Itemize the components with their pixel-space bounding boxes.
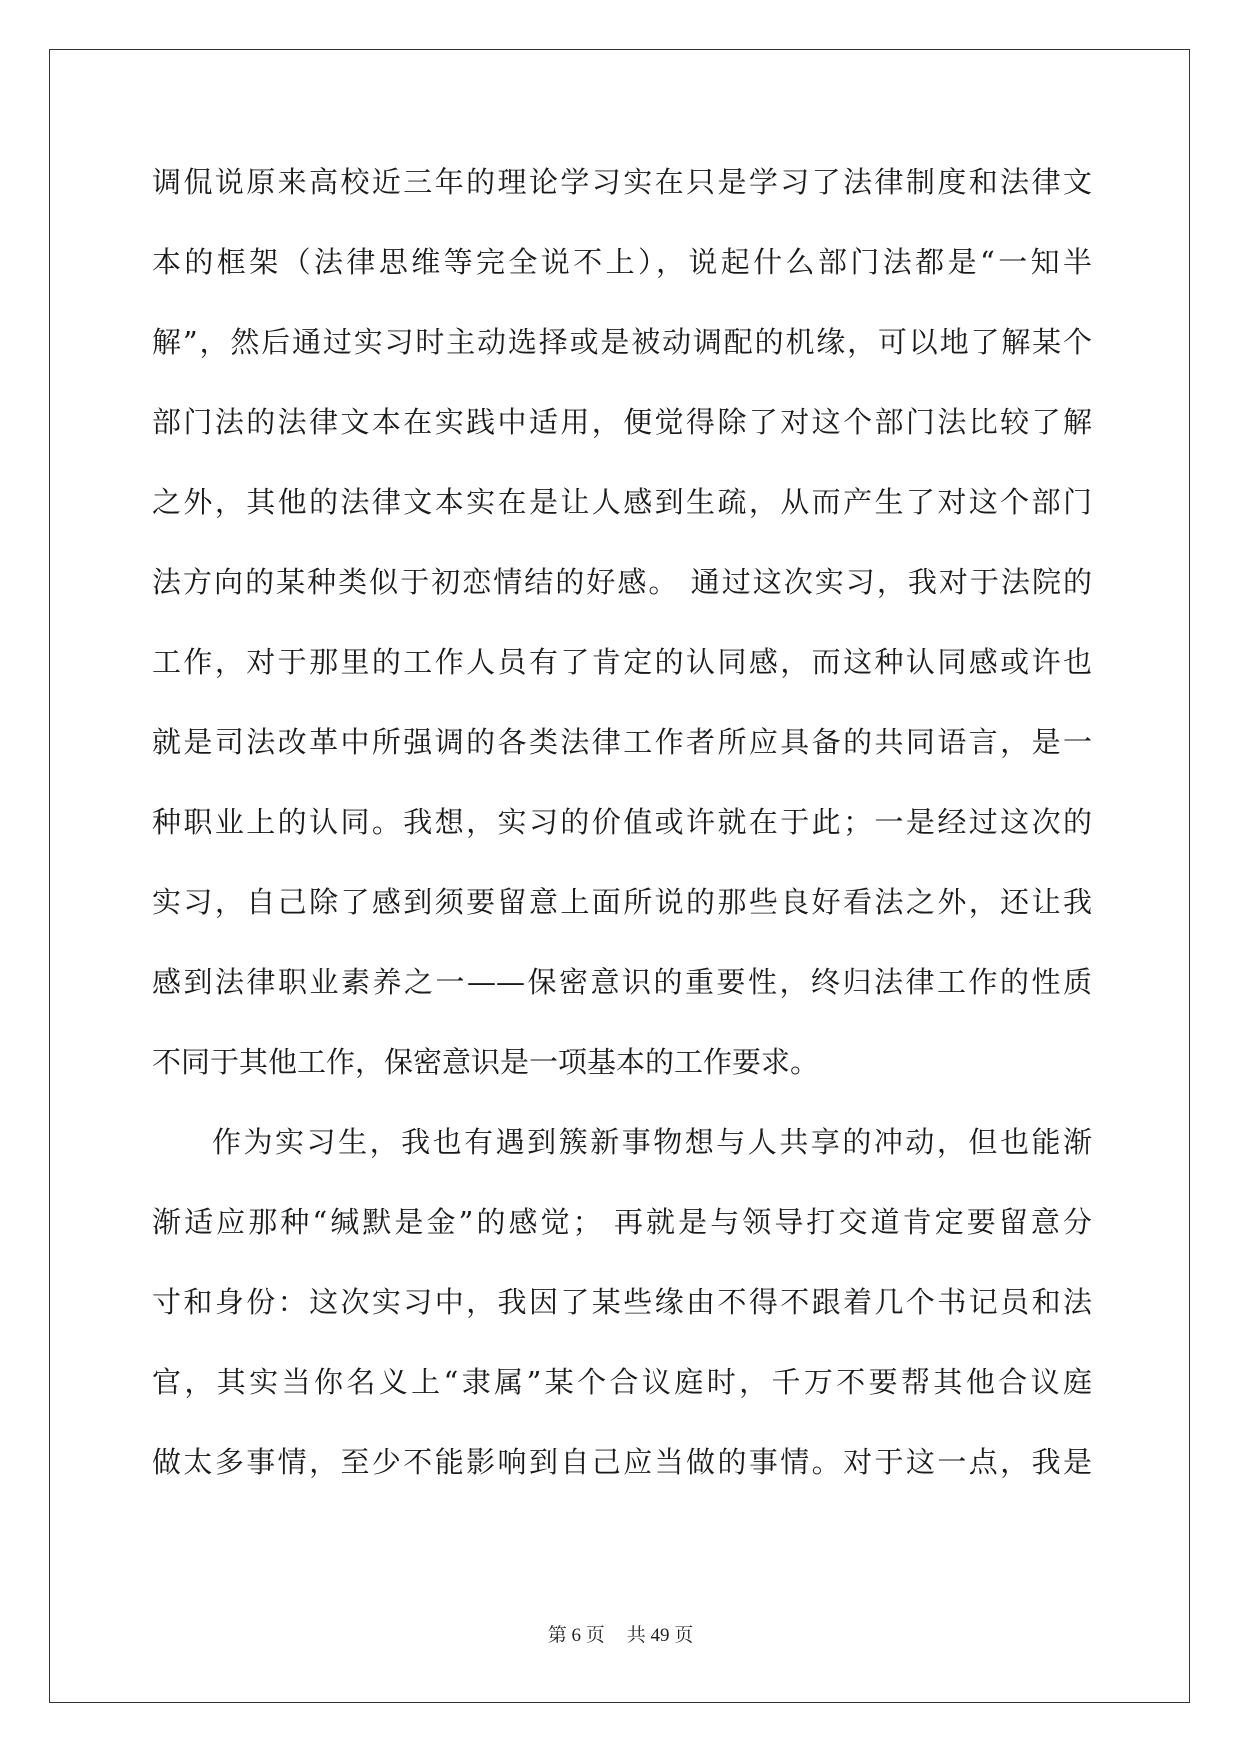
text-line: 感到法律职业素养之一——保密意识的重要性，终归法律工作的性质 [152,965,1092,999]
text-line: 调侃说原来高校近三年的理论学习实在只是学习了法律制度和法律文 [152,165,1092,199]
text-line: 法方向的某种类似于初恋情结的好感。 通过这次实习，我对于法院的 [152,565,1092,599]
text-line: 实习，自己除了感到须要留意上面所说的那些良好看法之外，还让我 [152,885,1092,919]
text-line: 不同于其他工作，保密意识是一项基本的工作要求。 [152,1045,820,1079]
text-line: 作为实习生，我也有遇到簇新事物想与人共享的冲动，但也能渐 [212,1125,1092,1159]
text-line: 本的框架（法律思维等完全说不上），说起什么部门法都是“一知半 [152,245,1092,279]
text-line: 寸和身份：这次实习中，我因了某些缘由不得不跟着几个书记员和法 [152,1285,1092,1319]
text-line: 渐适应那种“缄默是金”的感觉； 再就是与领导打交道肯定要留意分 [152,1205,1092,1239]
text-line: 就是司法改革中所强调的各类法律工作者所应具备的共同语言，是一 [152,725,1092,759]
text-line: 解”，然后通过实习时主动选择或是被动调配的机缘，可以地了解某个 [152,325,1092,359]
page-number: 第 6 页 [547,1625,605,1646]
text-line: 官，其实当你名义上“隶属”某个合议庭时，千万不要帮其他合议庭 [152,1365,1092,1399]
text-line: 部门法的法律文本在实践中适用，便觉得除了对这个部门法比较了解 [152,405,1092,439]
text-line: 做太多事情，至少不能影响到自己应当做的事情。对于这一点，我是 [152,1445,1092,1479]
text-line: 种职业上的认同。我想，实习的价值或许就在于此；一是经过这次的 [152,805,1092,839]
text-line: 之外，其他的法律文本实在是让人感到生疏，从而产生了对这个部门 [152,485,1092,519]
text-line: 工作，对于那里的工作人员有了肯定的认同感，而这种认同感或许也 [152,645,1092,679]
page-footer [0,1620,1241,1647]
document-body [152,164,1092,1524]
page-total: 共 49 页 [626,1625,694,1646]
